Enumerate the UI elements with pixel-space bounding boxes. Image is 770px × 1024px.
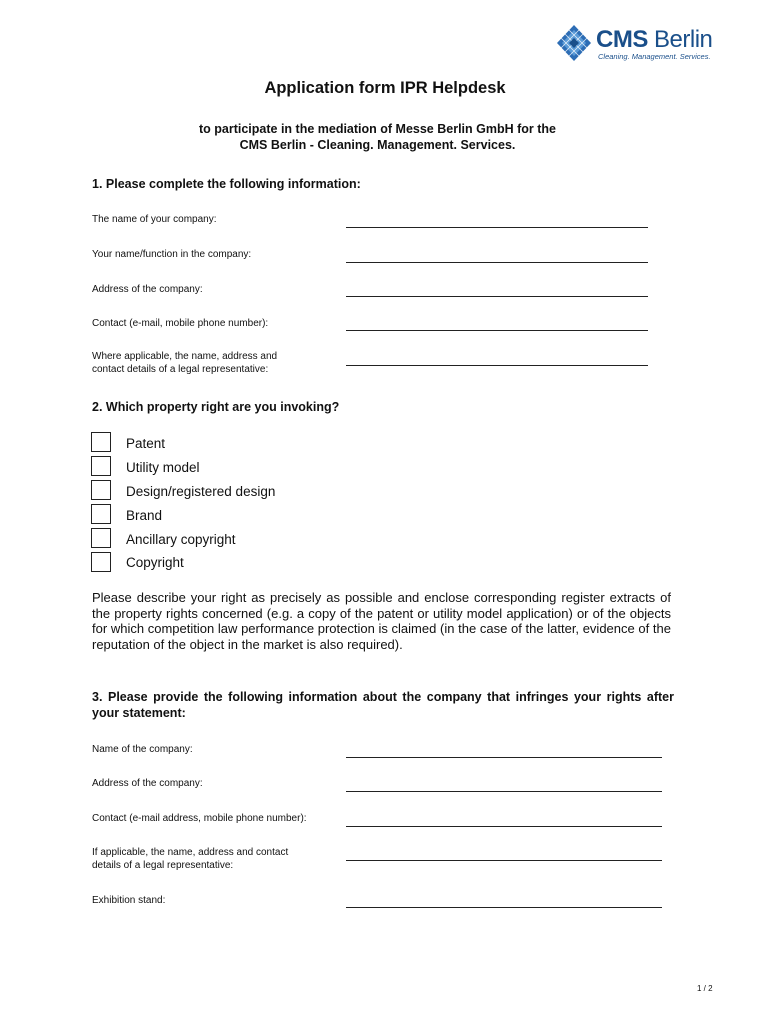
document-title: Application form IPR Helpdesk [264,79,506,97]
field-contact-label: Contact (e-mail, mobile phone number): [92,318,269,329]
field-company-name-label: The name of your company: [92,214,217,225]
section-2-heading: 2. Which property right are you invoking? [92,400,340,414]
field-infringer-legal-rep-label: If applicable, the name, address and contact details of a legal representative: [92,847,289,871]
cms-diamond-logo-icon [556,24,592,62]
page-number: 1 / 2 [697,984,713,993]
company-address-input-line[interactable] [346,296,648,297]
field-infringer-name-label: Name of the company: [92,744,193,755]
logo-tagline: Cleaning. Management. Services. [598,52,711,61]
field-exhibition-stand-label: Exhibition stand: [92,895,166,906]
infringer-contact-input-line[interactable] [346,826,662,827]
checkbox-brand[interactable] [91,504,111,524]
field-legal-representative-label: Where applicable, the name, address and contact details of a legal representative: [92,351,278,375]
checkbox-ancillary-copyright[interactable] [91,528,111,548]
document-subtitle [0,121,755,153]
checkbox-copyright[interactable] [91,552,111,572]
checkbox-utility-model[interactable] [91,456,111,476]
checkbox-design[interactable] [91,480,111,500]
section-1-heading: 1. Please complete the following information: [92,177,361,191]
option-brand-label: Brand [126,508,163,523]
checkbox-patent[interactable] [91,432,111,452]
option-ancillary-copyright-label: Ancillary copyright [126,532,236,547]
infringer-legal-rep-input-line[interactable] [346,860,662,861]
field-company-address-label: Address of the company: [92,284,203,295]
cms-berlin-logo [556,24,736,64]
name-function-input-line[interactable] [346,262,648,263]
option-utility-model-label: Utility model [126,460,200,475]
field-name-function-label: Your name/function in the company: [92,249,252,260]
exhibition-stand-input-line[interactable] [346,907,662,908]
field-infringer-address-label: Address of the company: [92,778,203,789]
infringer-address-input-line[interactable] [346,791,662,792]
logo-wordmark: CMS Berlin [596,26,713,53]
option-copyright-label: Copyright [126,555,184,570]
option-design-label: Design/registered design [126,484,276,499]
option-patent-label: Patent [126,436,166,451]
contact-input-line[interactable] [346,330,648,331]
company-name-input-line[interactable] [346,227,648,228]
infringer-name-input-line[interactable] [346,757,662,758]
subtitle-line-2: CMS Berlin - Cleaning. Management. Services. [239,138,516,152]
legal-representative-input-line[interactable] [346,365,648,366]
section-3-heading: 3. Please provide the following information about the company that infringes your rights after your statement: [92,690,674,720]
right-description-paragraph: Please describe your right as precisely as possible and enclose corresponding register extracts of the property rights concerned (e.g. a copy of the patent or utility model application) or of the objects for which competition law performance protection is claimed (in the case of the latter, evidence of the reputation of the object in the market is also required). [92,590,671,652]
subtitle-line-1: to participate in the mediation of Messe Berlin GmbH for the [199,122,556,136]
field-infringer-contact-label: Contact (e-mail address, mobile phone number): [92,813,307,824]
